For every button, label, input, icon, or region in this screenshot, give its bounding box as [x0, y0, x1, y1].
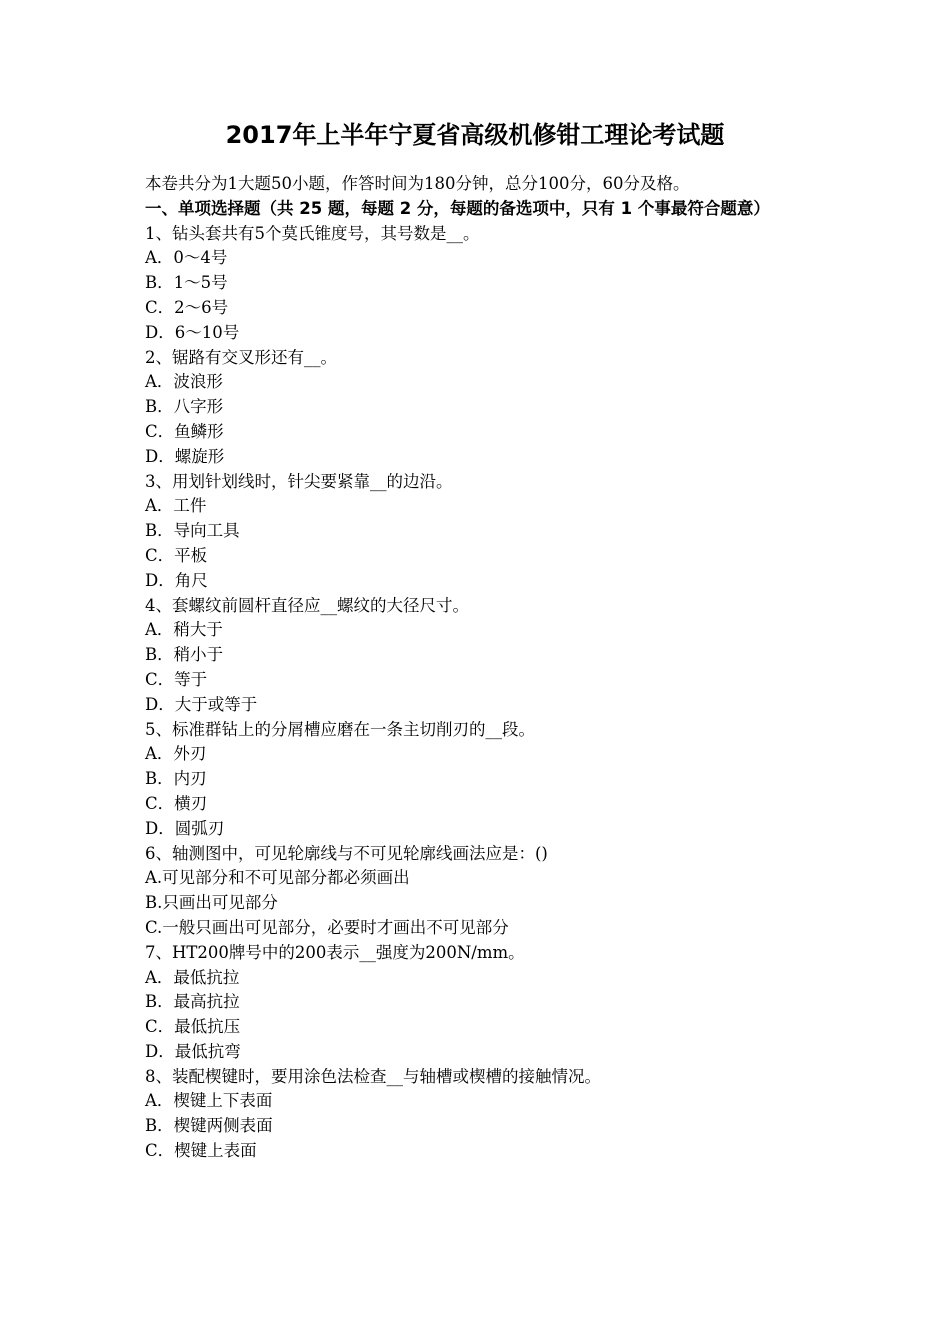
option-a: A．外刃 [145, 744, 207, 764]
option-d: D．圆弧刃 [145, 818, 225, 838]
page-title: 2017年上半年宁夏省高级机修钳工理论考试题 [225, 121, 725, 149]
option-c: C．平板 [145, 545, 208, 565]
option-d: D．6～10号 [145, 322, 240, 342]
question-stem: 3、用划针划线时，针尖要紧靠__的边沿。 [145, 471, 453, 491]
option-c: C．鱼鳞形 [145, 421, 224, 441]
section-heading: 一、单项选择题（共 25 题，每题 2 分，每题的备选项中，只有 1 个事最符合题意） [145, 198, 770, 218]
option-c: C．等于 [145, 669, 208, 689]
option-a: A．最低抗拉 [145, 967, 240, 987]
question-block [145, 842, 815, 941]
option-c: C．楔键上表面 [145, 1141, 257, 1161]
option-c: C．2～6号 [145, 297, 229, 317]
option-d: D．大于或等于 [145, 694, 258, 714]
option-b: B．稍小于 [145, 645, 224, 665]
option-c: C.一般只画出可见部分，必要时才画出不可见部分 [145, 917, 509, 937]
option-c: C．横刃 [145, 793, 208, 813]
option-b: B．内刃 [145, 769, 207, 789]
question-block [145, 1065, 815, 1164]
question-block [145, 222, 815, 346]
question-block [145, 594, 815, 718]
document-body [145, 172, 815, 1164]
question-stem: 4、套螺纹前圆杆直径应__螺纹的大径尺寸。 [145, 595, 469, 615]
question-stem: 1、钻头套共有5个莫氏锥度号，其号数是__。 [145, 223, 480, 243]
question-stem: 5、标准群钻上的分屑槽应磨在一条主切削刃的__段。 [145, 719, 535, 739]
question-stem: 8、装配楔键时，要用涂色法检查__与轴槽或楔槽的接触情况。 [145, 1066, 601, 1086]
question-block [145, 941, 815, 1065]
option-c: C．最低抗压 [145, 1017, 241, 1037]
question-block [145, 346, 815, 470]
option-a: A．楔键上下表面 [145, 1091, 273, 1111]
exam-intro: 本卷共分为1大题50小题，作答时间为180分钟，总分100分，60分及格。 [145, 174, 690, 193]
question-block [145, 470, 815, 594]
option-b: B．1～5号 [145, 273, 228, 293]
option-a: A.可见部分和不可见部分都必须画出 [145, 868, 410, 888]
option-b: B．导向工具 [145, 521, 240, 541]
option-b: B．楔键两侧表面 [145, 1116, 273, 1136]
option-a: A．0～4号 [145, 248, 228, 268]
option-d: D．最低抗弯 [145, 1041, 241, 1061]
option-b: B．最高抗拉 [145, 992, 240, 1012]
option-b: B.只画出可见部分 [145, 893, 278, 913]
option-a: A．稍大于 [145, 620, 223, 640]
question-stem: 6、轴测图中，可见轮廓线与不可见轮廓线画法应是：() [145, 843, 548, 863]
option-d: D．角尺 [145, 570, 208, 590]
question-block [145, 718, 815, 842]
option-b: B．八字形 [145, 397, 224, 417]
option-d: D．螺旋形 [145, 446, 225, 466]
question-stem: 2、锯路有交叉形还有__。 [145, 347, 337, 367]
question-stem: 7、HT200牌号中的200表示__强度为200N/mm。 [145, 942, 525, 962]
option-a: A．工件 [145, 496, 207, 516]
option-a: A．波浪形 [145, 372, 223, 392]
